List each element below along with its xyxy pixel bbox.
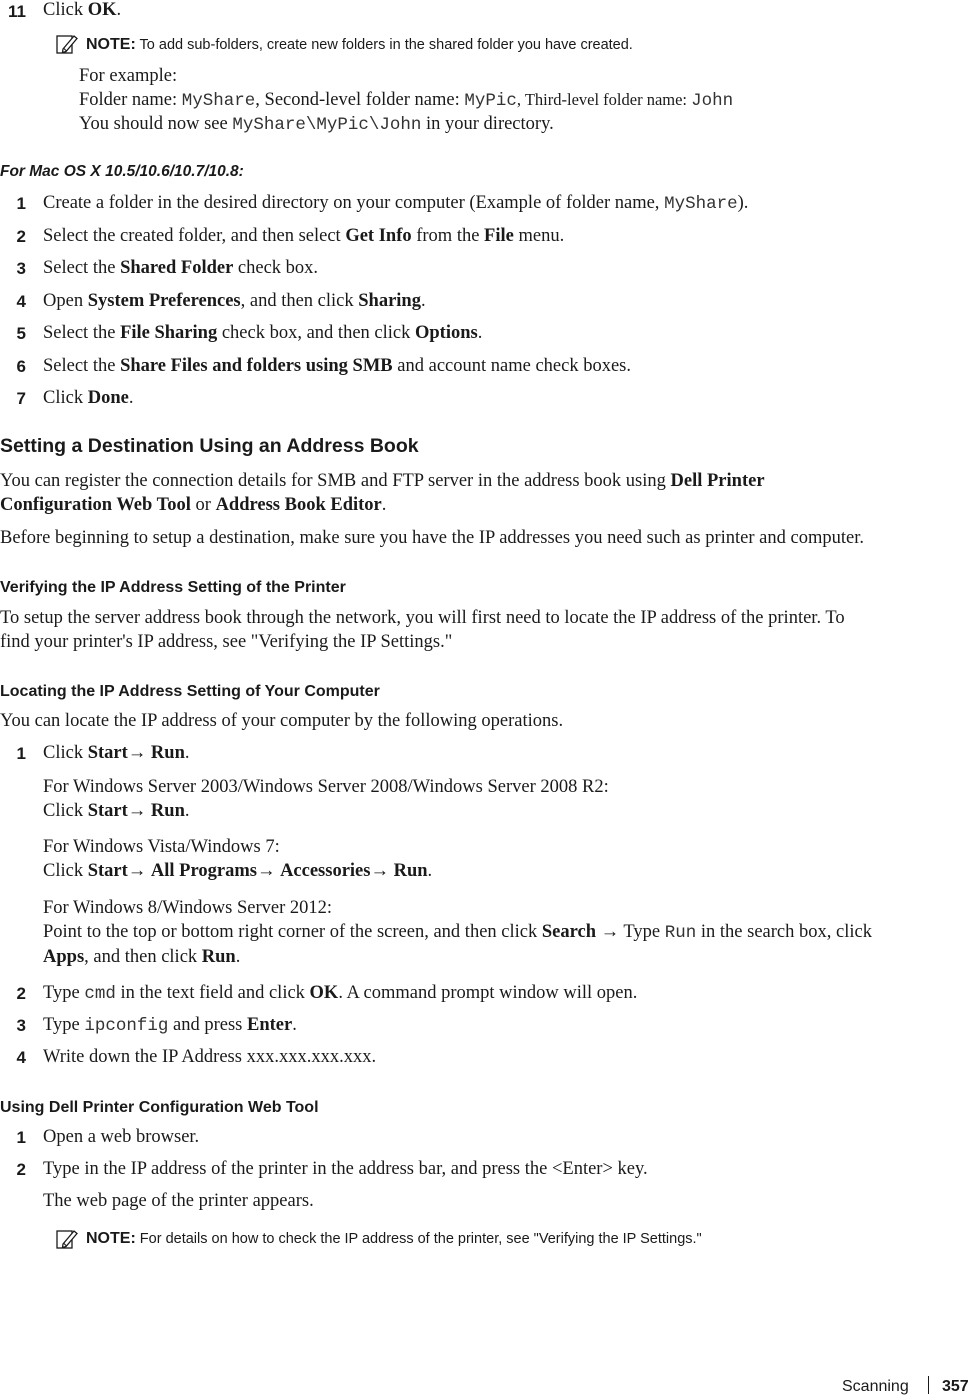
windows-8-instructions: For Windows 8/Windows Server 2012: Point to the top or bottom right corner of the screen, and then click Search → Type Run in the search box, click Apps, and then click Run. bbox=[43, 898, 872, 967]
step-number: 5 bbox=[16, 324, 26, 343]
step-number: 4 bbox=[16, 292, 26, 311]
step-number: 1 bbox=[16, 194, 26, 213]
windows-vista-instructions: For Windows Vista/Windows 7: Click Start→ All Programs→ Accessories→ Run. bbox=[43, 837, 433, 881]
step-text: Type in the IP address of the printer in the address bar, and press the <Enter> key. bbox=[43, 1159, 648, 1179]
step-text: Select the Shared Folder check box. bbox=[43, 258, 319, 278]
footer-divider bbox=[928, 1376, 929, 1394]
step-number: 2 bbox=[16, 1160, 26, 1179]
step-number: 2 bbox=[16, 227, 26, 246]
footer-section: Scanning bbox=[842, 1378, 909, 1395]
step-text: Open a web browser. bbox=[43, 1127, 200, 1147]
note-pencil-icon bbox=[56, 33, 78, 55]
step-number: 4 bbox=[16, 1048, 26, 1067]
page-number: 357 bbox=[942, 1378, 969, 1395]
step-number: 3 bbox=[16, 259, 26, 278]
step-text: Select the File Sharing check box, and then click Options. bbox=[43, 323, 483, 343]
step-text: Click OK. bbox=[43, 0, 122, 20]
verify-paragraph: To setup the server address book through the network, you will first need to locate the IP address of the printer. To find your printer's IP address, see "Verifying the IP Settings." bbox=[0, 608, 845, 652]
note-text: For details on how to check the IP address of the printer, see "Verifying the IP Settings." bbox=[135, 1231, 702, 1247]
step-number: 7 bbox=[16, 389, 26, 408]
step-text: Select the created folder, and then select Get Info from the File menu. bbox=[43, 226, 565, 246]
step-text: Write down the IP Address xxx.xxx.xxx.xxx. bbox=[43, 1047, 377, 1067]
step-text: Select the Share Files and folders using SMB and account name check boxes. bbox=[43, 356, 631, 376]
subsection-heading: Verifying the IP Address Setting of the Printer bbox=[0, 579, 346, 596]
step-subtext: The web page of the printer appears. bbox=[43, 1191, 314, 1211]
mac-heading: For Mac OS X 10.5/10.6/10.7/10.8: bbox=[0, 163, 244, 180]
example-see-line: You should now see MyShare\MyPic\John in your directory. bbox=[79, 114, 554, 135]
step-number: 6 bbox=[16, 357, 26, 376]
step-text: Type cmd in the text field and click OK. A command prompt window will open. bbox=[43, 983, 638, 1004]
step-number: 2 bbox=[16, 984, 26, 1003]
windows-server-instructions: For Windows Server 2003/Windows Server 2008/Windows Server 2008 R2: Click Start→ Run. bbox=[43, 777, 609, 821]
example-label: For example: bbox=[79, 66, 178, 86]
step-text: Open System Preferences, and then click Sharing. bbox=[43, 291, 426, 311]
note-label: NOTE: bbox=[86, 36, 136, 53]
note-text: To add sub-folders, create new folders in the shared folder you have created. bbox=[135, 37, 633, 53]
before-beginning-paragraph: Before beginning to setup a destination, make sure you have the IP addresses you need such as printer and computer. bbox=[0, 528, 864, 548]
step-text: Type ipconfig and press Enter. bbox=[43, 1015, 297, 1036]
note-label: NOTE: bbox=[86, 1230, 136, 1247]
subsection-heading: Locating the IP Address Setting of Your Computer bbox=[0, 683, 380, 700]
section-heading: Setting a Destination Using an Address Book bbox=[0, 435, 419, 457]
step-number: 1 bbox=[16, 744, 26, 763]
locate-intro: You can locate the IP address of your computer by the following operations. bbox=[0, 711, 564, 731]
step-text: Create a folder in the desired directory on your computer (Example of folder name, MyShare). bbox=[43, 193, 749, 214]
note bbox=[86, 1226, 702, 1251]
step-number: 11 bbox=[8, 2, 26, 21]
example-folder-line: Folder name: MyShare, Second-level folder name: MyPic, Third-level folder name: John bbox=[79, 90, 734, 111]
step-text: Click Done. bbox=[43, 388, 134, 408]
subsection-heading: Using Dell Printer Configuration Web Tool bbox=[0, 1099, 319, 1116]
step-number: 3 bbox=[16, 1016, 26, 1035]
address-book-paragraph: You can register the connection details for SMB and FTP server in the address book using Dell Printer Configuration Web Tool or Address Book Editor. bbox=[0, 471, 765, 515]
step-text: Click Start→ Run. bbox=[43, 743, 190, 763]
note-pencil-icon bbox=[56, 1228, 78, 1250]
note bbox=[86, 32, 633, 57]
step-number: 1 bbox=[16, 1128, 26, 1147]
